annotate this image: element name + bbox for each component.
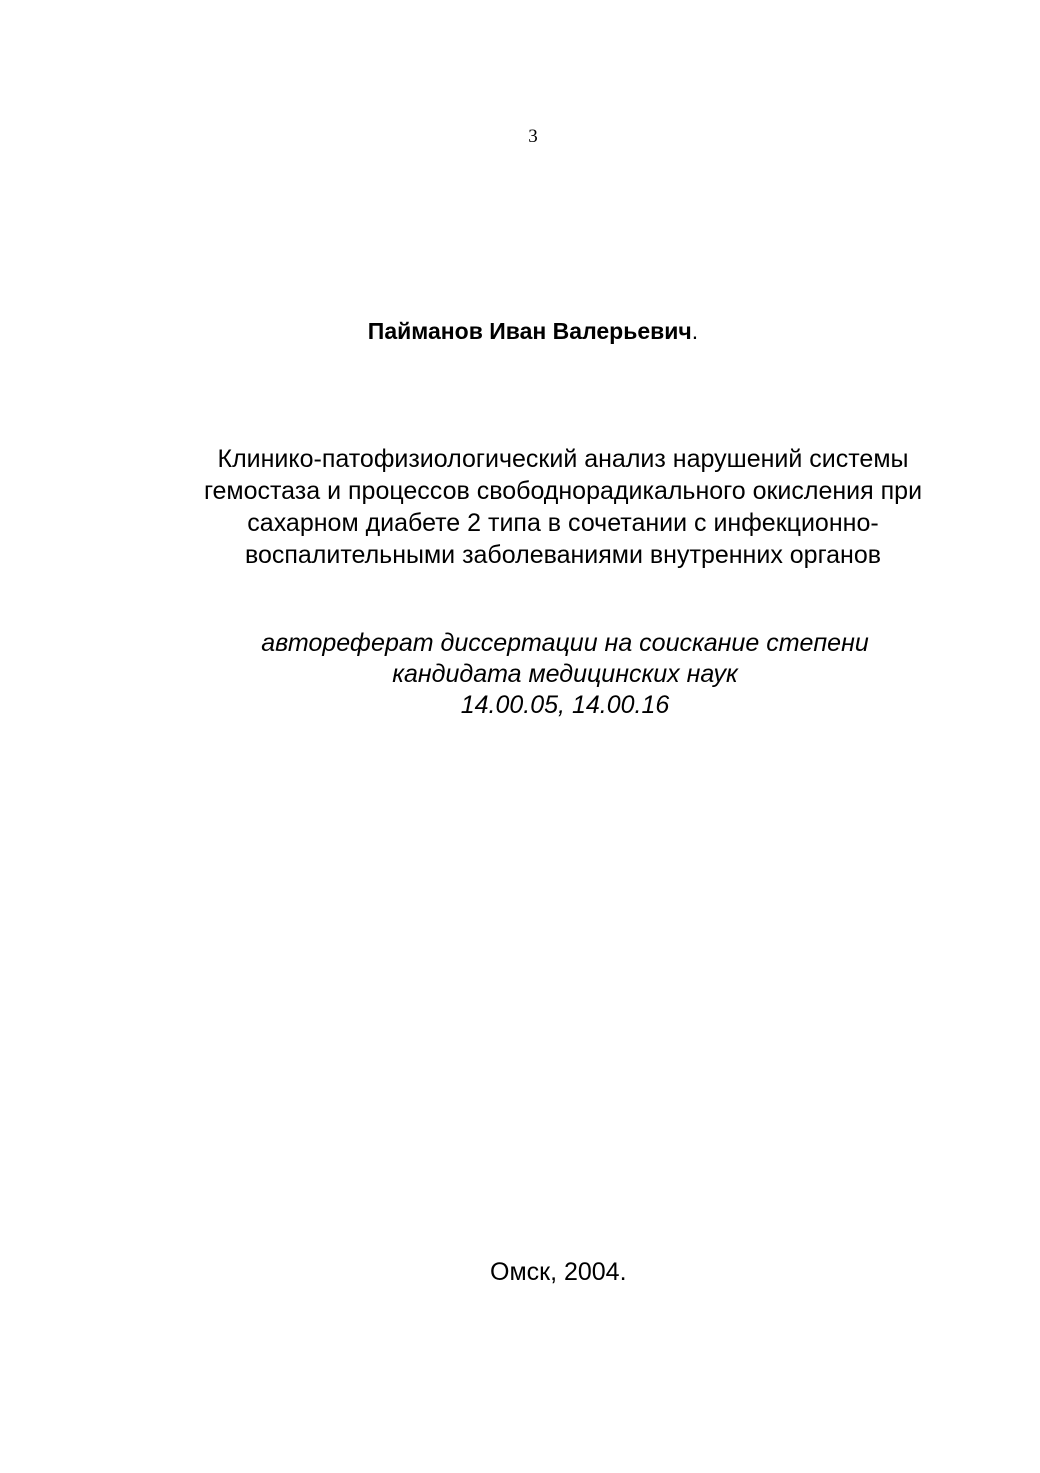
- title-line: сахарном диабете 2 типа в сочетании с инфекционно-: [247, 509, 879, 537]
- page-number: 3: [528, 126, 538, 147]
- title-line: Клинико-патофизиологический анализ нарушений системы: [217, 445, 909, 473]
- subtitle-line: 14.00.05, 14.00.16: [460, 691, 670, 719]
- title-line: гемостаза и процессов свободнорадикального окисления при: [203, 477, 923, 505]
- place-and-year: Омск, 2004.: [490, 1258, 627, 1286]
- document-type: [60, 628, 1040, 721]
- author-name: Пайманов Иван Валерьевич: [367, 318, 692, 344]
- author-line: [0, 318, 1040, 345]
- title-line: воспалительными заболеваниями внутренних органов: [244, 541, 882, 569]
- subtitle-line: кандидата медицинских наук: [392, 660, 738, 688]
- dissertation-title: [60, 443, 1040, 571]
- subtitle-line: автореферат диссертации на соискание степени: [261, 629, 869, 657]
- author-period: .: [691, 318, 699, 344]
